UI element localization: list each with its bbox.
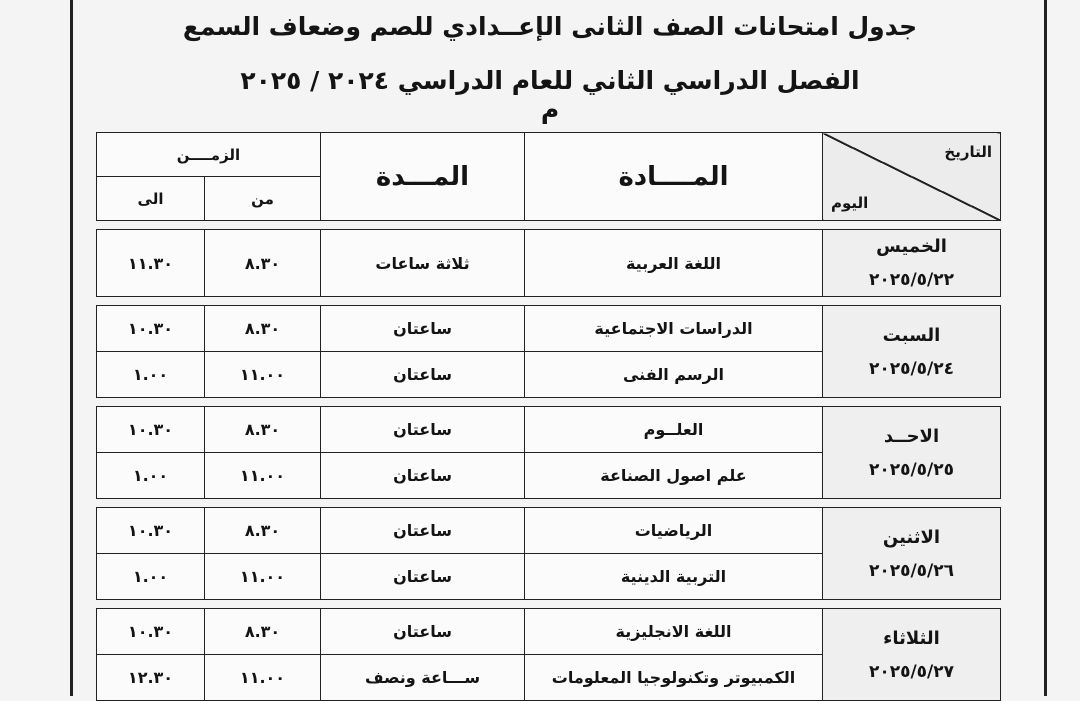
duration-cell: ساعتان — [321, 609, 525, 655]
day-date-cell — [823, 609, 1001, 701]
separator-cell — [97, 499, 1001, 508]
duration-header: المـــدة — [321, 133, 525, 221]
page-subtitle: الفصل الدراسي الثاني للعام الدراسي ٢٠٢٤ / ٢٠٢٥ م — [240, 66, 860, 124]
duration-cell: ساعتان — [321, 554, 525, 600]
exam-date: ٢٠٢٥/٥/٢٢ — [868, 270, 955, 291]
exam-date: ٢٠٢٥/٥/٢٥ — [868, 459, 955, 480]
group-separator — [97, 398, 1001, 407]
table-row — [97, 407, 1001, 453]
time-to-cell: ١١.٣٠ — [97, 230, 205, 297]
time-to-cell: ١٠.٣٠ — [97, 306, 205, 352]
day-name: الثلاثاء — [883, 627, 940, 649]
day-name: السبت — [882, 324, 941, 346]
group-separator — [97, 221, 1001, 230]
time-from-cell: ٨.٣٠ — [205, 407, 321, 453]
subject-cell: العلــوم — [525, 407, 823, 453]
time-to-cell: ١.٠٠ — [97, 453, 205, 499]
page-frame-right — [1044, 0, 1047, 696]
subject-cell: اللغة الانجليزية — [525, 609, 823, 655]
time-to-cell: ١٠.٣٠ — [97, 508, 205, 554]
day-date-cell — [823, 508, 1001, 600]
exam-date: ٢٠٢٥/٥/٢٧ — [868, 661, 955, 682]
separator-cell — [97, 600, 1001, 609]
time-from-cell: ١١.٠٠ — [205, 352, 321, 398]
separator-cell — [97, 297, 1001, 306]
separator-cell — [97, 221, 1001, 230]
subject-cell: اللغة العربية — [525, 230, 823, 297]
subject-cell: الرياضيات — [525, 508, 823, 554]
duration-cell: ثلاثة ساعات — [321, 230, 525, 297]
exam-schedule-table — [96, 132, 1001, 701]
date-day-header-cell — [823, 133, 1001, 221]
day-date-cell — [823, 306, 1001, 398]
time-from-cell: ٨.٣٠ — [205, 306, 321, 352]
duration-cell: ساعتان — [321, 508, 525, 554]
subject-header: المــــادة — [525, 133, 823, 221]
time-from-cell: ١١.٠٠ — [205, 453, 321, 499]
time-from-cell: ٨.٣٠ — [205, 230, 321, 297]
time-to-cell: ١٢.٣٠ — [97, 655, 205, 701]
day-date-cell — [823, 407, 1001, 499]
table-row — [97, 609, 1001, 655]
header-row — [97, 133, 1001, 177]
time-from-cell: ٨.٣٠ — [205, 508, 321, 554]
subject-cell: الدراسات الاجتماعية — [525, 306, 823, 352]
time-to-cell: ١.٠٠ — [97, 554, 205, 600]
subject-cell: الكمبيوتر وتكنولوجيا المعلومات — [525, 655, 823, 701]
day-date-cell — [823, 230, 1001, 297]
time-to-cell: ١٠.٣٠ — [97, 407, 205, 453]
group-separator — [97, 600, 1001, 609]
time-to-cell: ١.٠٠ — [97, 352, 205, 398]
subject-cell: علم اصول الصناعة — [525, 453, 823, 499]
day-name: الاثنين — [882, 526, 941, 548]
time-from-cell: ٨.٣٠ — [205, 609, 321, 655]
page-title: جدول امتحانات الصف الثانى الإعــدادي للصم وضعاف السمع — [182, 12, 918, 41]
day-header: اليوم — [831, 194, 869, 212]
time-from-cell: ١١.٠٠ — [205, 655, 321, 701]
from-header: من — [205, 177, 321, 221]
duration-cell: ساعتان — [321, 407, 525, 453]
to-header: الى — [97, 177, 205, 221]
table-row — [97, 508, 1001, 554]
time-header: الزمــــن — [97, 133, 321, 177]
group-separator — [97, 499, 1001, 508]
time-from-cell: ١١.٠٠ — [205, 554, 321, 600]
subject-cell: الرسم الفنى — [525, 352, 823, 398]
day-name: الاحــد — [883, 425, 940, 447]
table-row — [97, 306, 1001, 352]
duration-cell: ســـاعة ونصف — [321, 655, 525, 701]
duration-cell: ساعتان — [321, 306, 525, 352]
group-separator — [97, 297, 1001, 306]
duration-cell: ساعتان — [321, 352, 525, 398]
exam-date: ٢٠٢٥/٥/٢٦ — [868, 560, 955, 581]
day-name: الخميس — [876, 236, 947, 257]
page-frame-left — [70, 0, 73, 696]
subject-cell: التربية الدينية — [525, 554, 823, 600]
table-row — [97, 230, 1001, 297]
exam-date: ٢٠٢٥/٥/٢٤ — [868, 358, 955, 379]
duration-cell: ساعتان — [321, 453, 525, 499]
time-to-cell: ١٠.٣٠ — [97, 609, 205, 655]
date-header: التاريخ — [944, 143, 992, 161]
separator-cell — [97, 398, 1001, 407]
